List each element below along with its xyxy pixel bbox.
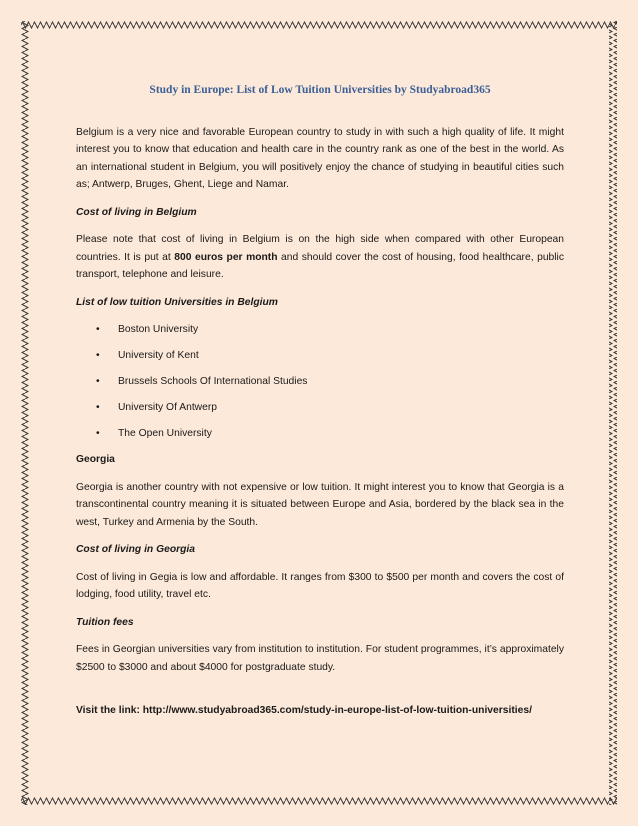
- tuition-paragraph: Fees in Georgian universities vary from institution to institution. For student programmes, it’s approximately $2500 to $3000 and about $4000 for postgraduate study.: [76, 644, 564, 673]
- belgium-list-heading: List of low tuition Universities in Belgium: [76, 296, 278, 308]
- document-title: Study in Europe: List of Low Tuition Universities by Studyabroad365: [149, 84, 491, 96]
- georgia-paragraph: Georgia is another country with not expensive or low tuition. It might interest you to know that Georgia is a transcontinental country meaning it is situated between Europe and Asia, bordered by the black sea in the west, Turkey and Armenia by the South.: [76, 481, 564, 528]
- belgium-cost-text-before: Please note that cost of living in Belgium is on the high side when compared with other European countries. It is put at: [76, 234, 564, 263]
- list-item: • University of Kent: [118, 347, 564, 365]
- belgium-cost-text-after: and should cover the cost of housing, food healthcare, public transport, telephone and leisure.: [76, 251, 564, 280]
- visit-link[interactable]: Visit the link: http://www.studyabroad365.com/study-in-europe-list-of-low-tuition-universities/: [76, 705, 532, 716]
- list-item: • Brussels Schools Of International Studies: [118, 373, 564, 391]
- list-item: • University Of Antwerp: [118, 399, 564, 417]
- document-body: [76, 82, 564, 720]
- tuition-heading: Tuition fees: [76, 616, 134, 628]
- intro-paragraph: Belgium is a very nice and favorable European country to study in with such a high quality of life. It might interest you to know that education and health care in the country rank as one of the best in the world. As an international student in Belgium, you will positively enjoy the chance of studying in beautiful cities such as; Antwerp, Bruges, Ghent, Liege and Namar.: [76, 126, 564, 190]
- georgia-heading: Georgia: [76, 454, 115, 465]
- list-item: • Boston University: [118, 321, 564, 339]
- belgium-cost-highlight: 800 euros per month: [174, 251, 278, 263]
- georgia-cost-heading: Cost of living in Georgia: [76, 544, 195, 555]
- georgia-cost-paragraph: Cost of living in Gegia is low and affordable. It ranges from $300 to $500 per month and covers the cost of lodging, food utility, travel etc.: [76, 571, 564, 600]
- belgium-cost-paragraph: [76, 231, 564, 284]
- list-item: • The Open University: [118, 425, 564, 443]
- belgium-cost-heading: Cost of living in Belgium: [76, 206, 197, 218]
- university-list: [76, 321, 564, 443]
